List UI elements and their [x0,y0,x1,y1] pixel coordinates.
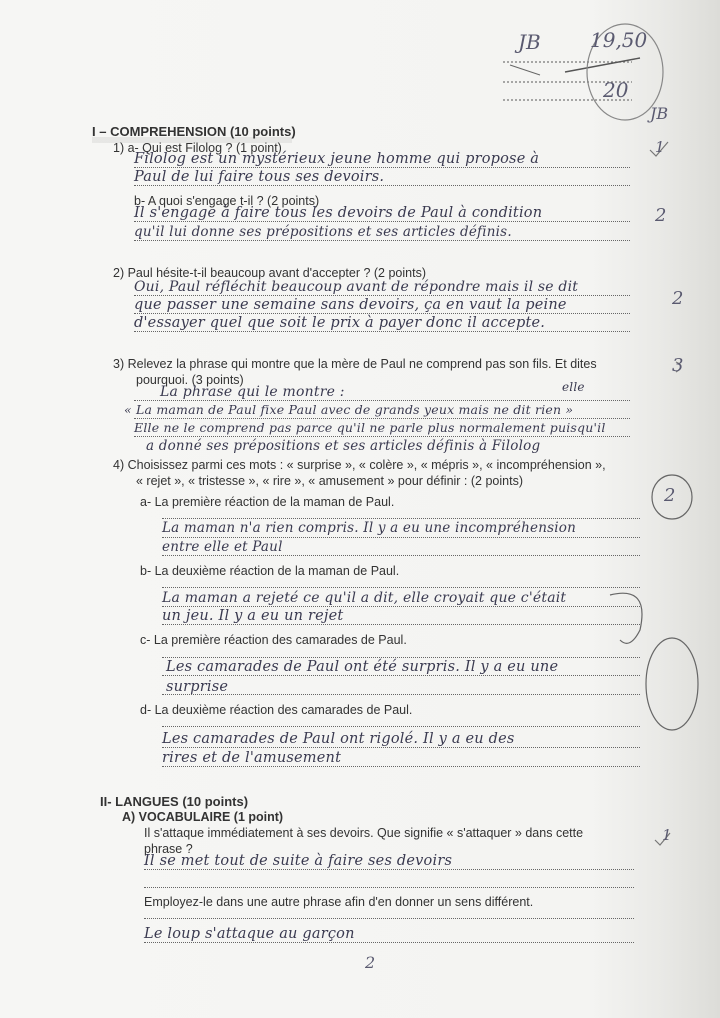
q1a-mark: 1 [655,138,665,156]
q1b-answer-line1: Il s'engage à faire tous les devoirs de Paul à condition [134,205,543,221]
answer-line [134,400,630,401]
grade-total: 20 [603,78,629,102]
answer-line [144,918,634,919]
q3-answer-line1: La phrase qui le montre : [160,384,345,400]
answer-line [144,942,634,943]
answer-line [162,624,640,625]
q3-insert-word: elle [562,380,585,394]
q4b-answer-line1: La maman a rejeté ce qu'il a dit, elle croyait que c'était [162,590,567,606]
q4d-label: d- La deuxième réaction des camarades de Paul. [140,703,413,717]
q2-mark: 2 [672,288,684,309]
q4a-label: a- La première réaction de la maman de Paul. [140,495,395,509]
answer-line [134,221,630,222]
q2-answer-line1: Oui, Paul réfléchit beaucoup avant de répondre mais il se dit [134,279,579,295]
answer-line [134,313,630,314]
q2-label: 2) Paul hésite-t-il beaucoup avant d'accepter ? (2 points) [113,266,426,280]
q4b-answer-line2: un jeu. Il y a eu un rejet [162,608,344,624]
vocabulary-answer1: Il se met tout de suite à faire ses devoirs [144,853,453,869]
q2-answer-line3: d'essayer quel que soit le prix à payer donc il accepte. [134,315,546,331]
q4-mark: 2 [664,485,676,506]
section2-title: II- LANGUES (10 points) [100,794,249,809]
grade-initials-side: JB [650,104,669,123]
q4b-label: b- La deuxième réaction de la maman de Paul. [140,564,400,578]
q1b-answer-line2: qu'il lui donne ses prépositions et ses articles définis. [134,224,512,240]
answer-line [134,240,630,241]
answer-line [162,537,640,538]
answer-line [162,606,640,607]
page-number: 2 [365,953,376,972]
q4a-answer-line2: entre elle et Paul [162,539,283,555]
q1b-label: b- A quoi s'engage t-il ? (2 points) [134,194,320,208]
answer-line [134,331,630,332]
q4c-answer-line2: surprise [166,679,229,695]
section1-title: I – COMPREHENSION (10 points) [92,124,296,139]
q4d-answer-line1: Les camarades de Paul ont rigolé. Il y a eu des [162,731,515,747]
answer-line [162,657,640,658]
answer-line [162,675,640,676]
q1b-mark: 2 [655,205,667,226]
answer-line [162,694,640,695]
vocabulary-prompt-line1: Il s'attaque immédiatement à ses devoirs. Que signifie « s'attaquer » dans cette [144,826,584,840]
answer-line [162,747,640,748]
grade-score: 19,50 [590,28,648,52]
q3-answer-line2: « La maman de Paul fixe Paul avec de grands yeux mais ne dit rien » [124,402,574,417]
q3-answer-line4: a donné ses prépositions et ses articles définis à Filolog [146,438,541,454]
q1a-answer-line1: Filolog est un mystérieux jeune homme qui propose à [134,151,540,167]
q4c-label: c- La première réaction des camarades de Paul. [140,633,407,647]
q3-answer-line3: Elle ne le comprend pas parce qu'il ne parle plus normalement puisqu'il [134,420,606,435]
q4-label-line2: « rejet », « tristesse », « rire », « amusement » pour définir : (2 points) [136,474,523,488]
answer-line [162,587,640,588]
answer-line [134,418,630,419]
q1a-label: 1) a- Qui est Filolog ? (1 point) [113,141,282,155]
answer-line [134,436,630,437]
answer-line [162,518,640,519]
vocabulary-prompt-line2: phrase ? [144,842,193,856]
vocabulary-title: A) VOCABULAIRE (1 point) [122,810,284,824]
q4d-answer-line2: rires et de l'amusement [162,750,342,766]
vocabulary-prompt2: Employez-le dans une autre phrase afin d'en donner un sens différent. [144,895,534,909]
q3-label-line1: 3) Relevez la phrase qui montre que la mère de Paul ne comprend pas son fils. Et dites [113,357,597,371]
answer-line [144,869,634,870]
answer-line [162,726,640,727]
answer-line [134,185,630,186]
q1a-answer-line2: Paul de lui faire tous ses devoirs. [134,169,385,185]
q2-answer-line2: que passer une semaine sans devoirs, ça en vaut la peine [134,297,567,313]
answer-line [134,295,630,296]
grade-initials: JB [518,30,541,54]
q4c-answer-line1: Les camarades de Paul ont été surpris. Il y a eu une [166,659,559,675]
answer-line [144,887,634,888]
q4a-answer-line1: La maman n'a rien compris. Il y a eu une incompréhension [162,520,576,536]
q3-label-line2: pourquoi. (3 points) [136,373,244,387]
vocabulary-mark: 1 [662,826,672,844]
q4-label-line1: 4) Choisissez parmi ces mots : « surprise », « colère », « mépris », « incompréhension », [113,458,606,472]
vocabulary-answer2: Le loup s'attaque au garçon [144,926,355,942]
answer-line [162,766,640,767]
answer-line [134,167,630,168]
answer-line [162,555,640,556]
q3-mark: 3 [672,355,684,376]
